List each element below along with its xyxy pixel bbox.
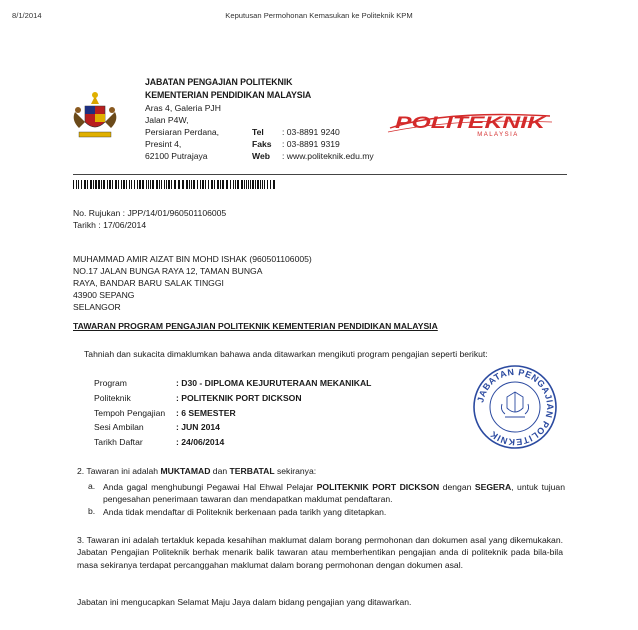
- offer-value-politeknik: : POLITEKNIK PORT DICKSON: [176, 393, 302, 403]
- offer-label-register-date: Tarikh Daftar: [94, 437, 143, 447]
- letter-subject: TAWARAN PROGRAM PENGAJIAN POLITEKNIK KEMENTERIAN PENDIDIKAN MALAYSIA: [73, 321, 438, 331]
- address-line: Presint 4,: [145, 139, 182, 149]
- paragraph-2: [77, 466, 316, 476]
- offer-value-duration: : 6 SEMESTER: [176, 408, 236, 418]
- offer-label-program: Program: [94, 378, 127, 388]
- official-seal-stamp: [472, 364, 558, 450]
- paragraph-3: 3. Tawaran ini adalah tertakluk kepada kesahihan maklumat dalam borang permohonan dan dokumen asal yang dikemukakan. Jabatan Pengajian Politeknik berhak menarik balik tawaran atau memberhentikan pengajian anda di politeknik pada bila-bila masa sekiranya terdapat percanggahan maklumat dalam borang permohonan dengan dokumen asal.: [77, 535, 563, 570]
- offer-label-politeknik: Politeknik: [94, 393, 131, 403]
- org-name-line1: JABATAN PENGAJIAN POLITEKNIK: [145, 77, 293, 87]
- politeknik-logo: [386, 108, 554, 138]
- address-line: 62100 Putrajaya: [145, 151, 208, 161]
- offer-value-program: : D30 - DIPLOMA KEJURUTERAAN MEKANIKAL: [176, 378, 372, 388]
- list-marker-a: a.: [88, 481, 96, 491]
- org-name-line2: KEMENTERIAN PENDIDIKAN MALAYSIA: [145, 90, 312, 100]
- list-item-a-bold1: POLITEKNIK PORT DICKSON: [316, 482, 440, 492]
- contact-label-fax: Faks: [252, 139, 272, 149]
- intro-paragraph: Tahniah dan sukacita dimaklumkan bahawa anda ditawarkan mengikuti program pengajian seperti berikut:: [84, 349, 488, 359]
- keyword-terbatal: TERBATAL: [229, 466, 275, 476]
- contact-value-web: : www.politeknik.edu.my: [282, 151, 374, 161]
- list-item-a-pre: Anda gagal menghubungi Pegawai Hal Ehwal Pelajar: [103, 482, 317, 492]
- offer-value-register-date: : 24/06/2014: [176, 437, 225, 447]
- paragraph-2-suffix: sekiranya:: [274, 466, 317, 476]
- offer-label-intake: Sesi Ambilan: [94, 422, 144, 432]
- closing-paragraph: Jabatan ini mengucapkan Selamat Maju Jaya dalam bidang pengajian yang ditawarkan.: [77, 597, 412, 607]
- letterhead-divider: [73, 174, 567, 175]
- recipient-line: NO.17 JALAN BUNGA RAYA 12, TAMAN BUNGA: [73, 266, 263, 276]
- recipient-line: SELANGOR: [73, 302, 121, 312]
- paragraph-2-prefix: 2. Tawaran ini adalah: [77, 466, 161, 476]
- address-line: Jalan P4W,: [145, 115, 189, 125]
- offer-value-intake: : JUN 2014: [176, 422, 220, 432]
- offer-label-duration: Tempoh Pengajian: [94, 408, 166, 418]
- reference-date: Tarikh : 17/06/2014: [73, 220, 147, 230]
- coat-of-arms-icon: [69, 90, 121, 142]
- contact-label-web: Web: [252, 151, 270, 161]
- contact-label-tel: Tel: [252, 127, 264, 137]
- recipient-line: MUHAMMAD AMIR AIZAT BIN MOHD ISHAK (960501106005): [73, 254, 312, 264]
- contact-value-tel: : 03-8891 9240: [282, 127, 340, 137]
- contact-value-fax: : 03-8891 9319: [282, 139, 340, 149]
- list-marker-b: b.: [88, 506, 96, 516]
- seal-text: JABATAN PENGAJIAN POLITEKNIK: [475, 366, 556, 448]
- list-item-a: [103, 481, 565, 506]
- print-title: Keputusan Permohonan Kemasukan ke Politeknik KPM: [225, 11, 413, 20]
- keyword-muktamad: MUKTAMAD: [160, 466, 211, 476]
- logo-subtext: MALAYSIA: [477, 132, 519, 138]
- list-item-a-mid: dengan: [439, 482, 475, 492]
- reference-number: No. Rujukan : JPP/14/01/960501106005: [73, 208, 227, 218]
- address-line: Aras 4, Galeria PJH: [145, 103, 221, 113]
- recipient-line: 43900 SEPANG: [73, 290, 135, 300]
- list-item-a-post: , untuk tujuan pengesahan penerimaan tawaran dan mendapatkan maklumat pendaftaran.: [103, 482, 565, 505]
- barcode: [73, 180, 277, 189]
- print-date: 8/1/2014: [12, 11, 42, 20]
- logo-wordmark: POLITEKNIK: [395, 113, 548, 132]
- recipient-line: RAYA, BANDAR BARU SALAK TINGGI: [73, 278, 224, 288]
- list-item-a-bold2: SEGERA: [474, 482, 512, 492]
- address-line: Persiaran Perdana,: [145, 127, 220, 137]
- paragraph-2-mid: dan: [210, 466, 230, 476]
- list-item-b: Anda tidak mendaftar di Politeknik berkenaan pada tarikh yang ditetapkan.: [103, 507, 387, 517]
